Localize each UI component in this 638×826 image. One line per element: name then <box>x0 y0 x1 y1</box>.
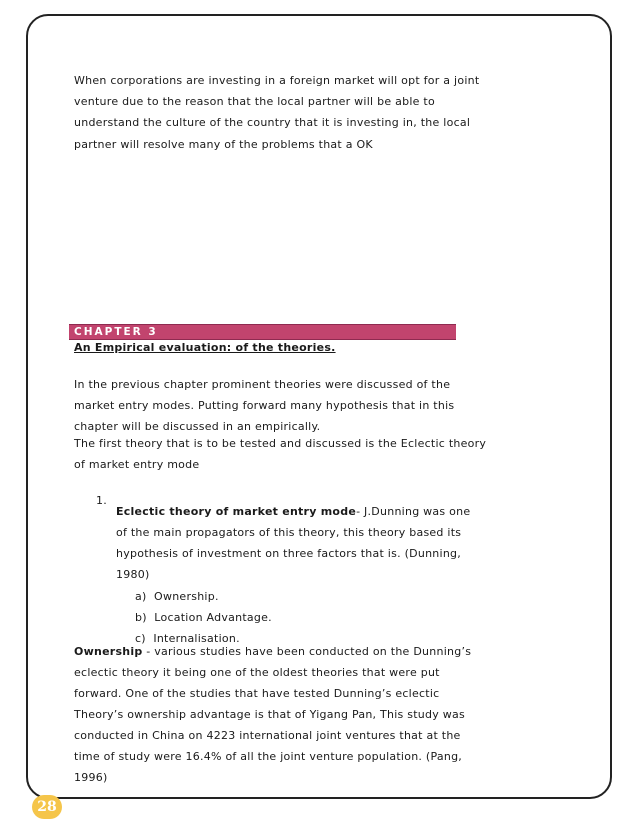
intro-line-4: partner will resolve many of the problems that a OK <box>74 138 373 151</box>
list-item-first-line-rest: - J.Dunning was one <box>356 505 471 518</box>
body-line-5: of market entry mode <box>74 458 200 471</box>
body-line-1: In the previous chapter prominent theories were discussed of the <box>74 378 451 391</box>
ownership-line-2: eclectic theory it being one of the oldest theories that were put <box>74 666 440 679</box>
list-item-line-4: 1980) <box>116 568 150 581</box>
chapter-title: An Empirical evaluation: of the theories. <box>74 341 336 354</box>
list-item-first-line <box>116 501 470 522</box>
sub-item-b <box>135 607 272 628</box>
sub-item-a <box>135 586 219 607</box>
ownership-line-5: conducted in China on 4223 international joint ventures that at the <box>74 729 461 742</box>
page-number-badge: 28 <box>32 795 62 819</box>
sub-item-marker: b) <box>135 611 147 624</box>
body-line-3: chapter will be discussed in an empirically. <box>74 420 321 433</box>
list-item-heading: Eclectic theory of market entry mode <box>116 505 357 518</box>
ownership-line-4: Theory’s ownership advantage is that of Yigang Pan, This study was <box>74 708 465 721</box>
ownership-line-6: time of study were 16.4% of all the joint venture population. (Pang, <box>74 750 463 763</box>
body-line-4: The first theory that is to be tested and discussed is the Eclectic theory <box>74 437 487 450</box>
sub-item-text: Location Advantage. <box>154 611 272 624</box>
intro-line-3: understand the culture of the country that it is investing in, the local <box>74 116 471 129</box>
body-line-2: market entry modes. Putting forward many hypothesis that in this <box>74 399 455 412</box>
ownership-line-7: 1996) <box>74 771 108 784</box>
intro-line-1: When corporations are investing in a foreign market will opt for a joint <box>74 74 480 87</box>
ownership-first-line-rest: - various studies have been conducted on the Dunning’s <box>142 645 472 658</box>
sub-item-text: Internalisation. <box>153 632 240 645</box>
chapter-label: CHAPTER 3 <box>74 326 158 338</box>
sub-item-marker: a) <box>135 590 147 603</box>
ownership-heading: Ownership <box>74 645 143 658</box>
ownership-line-1 <box>74 641 471 662</box>
sub-item-marker: c) <box>135 632 146 645</box>
list-item-line-2: of the main propagators of this theory, this theory based its <box>116 526 462 539</box>
intro-line-2: venture due to the reason that the local partner will be able to <box>74 95 435 108</box>
sub-item-text: Ownership. <box>154 590 219 603</box>
list-number: 1. <box>96 494 107 507</box>
list-item-line-3: hypothesis of investment on three factors that is. (Dunning, <box>116 547 462 560</box>
ownership-line-3: forward. One of the studies that have tested Dunning’s eclectic <box>74 687 440 700</box>
